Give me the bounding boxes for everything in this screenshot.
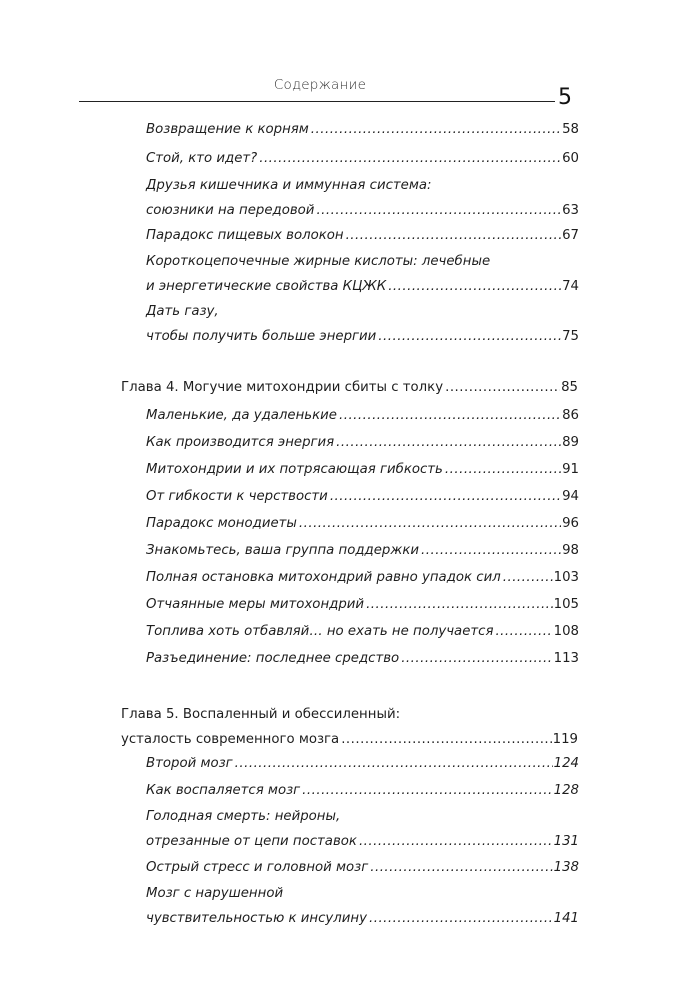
toc-entry <box>146 778 579 803</box>
toc-entry-title: Полная остановка митохондрий равно упадок сил <box>146 570 501 585</box>
toc-entry-page: 131 <box>553 834 579 849</box>
toc-entry-page: 94 <box>562 489 579 504</box>
toc-entry-page: 60 <box>562 151 579 166</box>
leader-dots <box>495 619 552 644</box>
toc-entry-page: 103 <box>553 570 579 585</box>
toc-entry-title: Стой, кто идет? <box>146 151 258 166</box>
leader-dots <box>299 511 561 536</box>
toc-entry <box>146 457 579 482</box>
leader-dots <box>370 855 552 880</box>
leader-dots <box>346 223 562 248</box>
toc-entry-title: отрезанные от цепи поставок <box>146 834 357 849</box>
leader-dots <box>235 751 553 776</box>
toc-entry-page: 96 <box>562 516 579 531</box>
toc-entry-page: 86 <box>562 408 579 423</box>
toc-entry-title: Топлива хоть отбавляй… но ехать не получается <box>146 624 494 639</box>
toc-entry-page: 113 <box>553 651 579 666</box>
toc-entry-title: Митохондрии и их потрясающая гибкость <box>146 462 443 477</box>
toc-entry <box>146 249 579 299</box>
leader-dots <box>336 430 561 455</box>
toc-entry-title: Парадокс монодиеты <box>146 516 297 531</box>
toc-entry <box>146 403 579 428</box>
leader-dots <box>388 274 561 299</box>
toc-entry-title: Парадокс пищевых волокон <box>146 228 344 243</box>
toc-entry-title: Острый стресс и головной мозг <box>146 860 369 875</box>
toc-entry <box>146 146 579 171</box>
toc-entry-page: 105 <box>553 597 579 612</box>
toc-entry-page: 67 <box>562 228 579 243</box>
toc-entry-page: 141 <box>553 911 579 926</box>
toc-chapter <box>121 702 578 752</box>
toc-entry-page: 58 <box>562 122 579 137</box>
toc-entry-page: 74 <box>562 279 579 294</box>
leader-dots <box>341 727 551 752</box>
toc-entry-page: 75 <box>562 329 579 344</box>
toc-entry-title: союзники на передовой <box>146 203 315 218</box>
toc-entry-title: и энергетические свойства КЦЖК <box>146 279 387 294</box>
toc-entry <box>146 484 579 509</box>
toc-entry-page: 124 <box>553 756 579 771</box>
header-rule <box>79 101 555 102</box>
leader-dots <box>421 538 561 563</box>
leader-dots <box>359 829 553 854</box>
toc-entry <box>146 299 579 349</box>
toc-entry <box>146 592 579 617</box>
toc-entry-page: 98 <box>562 543 579 558</box>
toc-entry-title: чувствительностью к инсулину <box>146 911 367 926</box>
leader-dots <box>445 375 560 400</box>
toc-entry-page: 89 <box>562 435 579 450</box>
toc-entry-title-line: Короткоцепочечные жирные кислоты: лечебные <box>146 254 491 269</box>
toc-entry-page: 108 <box>553 624 579 639</box>
toc-entry <box>146 223 579 248</box>
leader-dots <box>330 484 561 509</box>
leader-dots <box>311 117 561 142</box>
toc-entry-title-line: Мозг с нарушенной <box>146 886 284 901</box>
toc-entry <box>146 538 579 563</box>
leader-dots <box>401 646 552 671</box>
toc-entry-title: Отчаянные меры митохондрий <box>146 597 365 612</box>
toc-entry <box>146 430 579 455</box>
toc-entry <box>146 646 579 671</box>
toc-chapter <box>121 375 578 400</box>
toc-entry-title: чтобы получить больше энергии <box>146 329 377 344</box>
leader-dots <box>445 457 561 482</box>
toc-chapter-title: Глава 4. Могучие митохондрии сбиты с толку <box>121 380 444 395</box>
toc-entry <box>146 117 579 142</box>
toc-entry-title: Маленькие, да удаленькие <box>146 408 337 423</box>
page-header-title: Содержание <box>273 77 367 93</box>
leader-dots <box>339 403 561 428</box>
toc-entry-page: 119 <box>552 732 578 747</box>
page-number: 5 <box>558 85 572 110</box>
leader-dots <box>259 146 561 171</box>
toc-entry-title: Знакомьтесь, ваша группа поддержки <box>146 543 420 558</box>
toc-entry-title: От гибкости к черствости <box>146 489 328 504</box>
toc-entry-page: 138 <box>553 860 579 875</box>
toc-entry <box>146 173 579 223</box>
toc-entry-page: 63 <box>562 203 579 218</box>
toc-chapter-title: усталость современного мозга <box>121 732 340 747</box>
toc-entry-page: 85 <box>561 380 578 395</box>
toc-entry <box>146 619 579 644</box>
leader-dots <box>369 906 553 931</box>
toc-entry <box>146 511 579 536</box>
toc-entry-page: 128 <box>553 783 579 798</box>
toc-entry-title: Второй мозг <box>146 756 233 771</box>
leader-dots <box>366 592 553 617</box>
toc-entry-title: Возвращение к корням <box>146 122 309 137</box>
toc-chapter-title-line: Глава 5. Воспаленный и обессиленный: <box>121 707 401 722</box>
toc-entry <box>146 855 579 880</box>
toc-entry-title: Как воспаляется мозг <box>146 783 301 798</box>
toc-entry-title-line: Дать газу, <box>146 304 219 319</box>
toc-entry-title: Разъединение: последнее средство <box>146 651 400 666</box>
toc-entry-page: 91 <box>562 462 579 477</box>
toc-entry <box>146 804 579 854</box>
toc-entry-title-line: Голодная смерть: нейроны, <box>146 809 341 824</box>
toc-entry-title: Как производится энергия <box>146 435 335 450</box>
leader-dots <box>316 198 561 223</box>
leader-dots <box>378 324 561 349</box>
toc-entry <box>146 751 579 776</box>
leader-dots <box>302 778 552 803</box>
leader-dots <box>503 565 553 590</box>
toc-entry <box>146 881 579 931</box>
toc-entry-title-line: Друзья кишечника и иммунная система: <box>146 178 432 193</box>
toc-entry <box>146 565 579 590</box>
